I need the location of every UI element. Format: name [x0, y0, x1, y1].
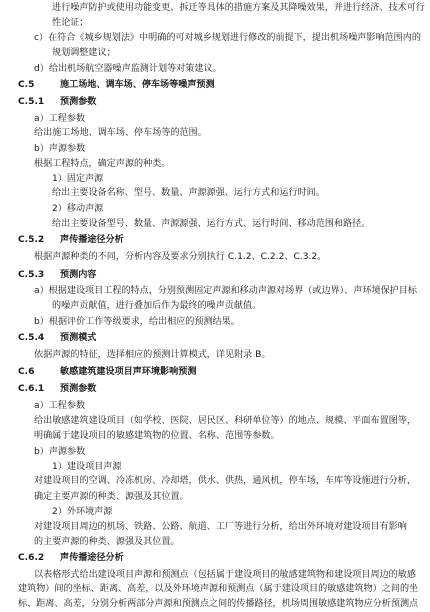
section-number: C.5.3 [18, 269, 45, 280]
text-line: 给出敏感建筑建设项目（如学校、医院、居民区、科研单位等）的地点、规模、平面布置图等， [34, 416, 416, 427]
section-number: C.5.2 [18, 235, 45, 246]
text-line: 明确属于建设项目的敏感建筑物的位置、名称、范围等参数。 [34, 431, 280, 441]
text-line: 给出主要设备型号、数量、声源源强、运行方式、运行时间、移动范围和路径。 [52, 218, 371, 229]
text-line: 规划调整建议； [52, 48, 116, 59]
text-line: 确定主要声源的种类、源强及其位置。 [34, 492, 189, 502]
text-line: 进行噪声防护或使用功能变更、拆迁等具体的措施方案及其降噪效果，并进行经济、技术可行 [52, 2, 425, 13]
section-number: C.5.4 [18, 333, 45, 344]
text-line: 对建设项目的空调、冷冻机房、冷却塔，供水、供热，通风机，停车场，车库等设施进行分析， [34, 476, 416, 487]
list-item-a: a）工程参数 [34, 400, 86, 411]
text-line: 标、距离、高差，分别分析两部分声源和预测点之间的传播路径，机场周围敏感建筑物应分析预测点 [18, 599, 419, 609]
list-item-c: c）在符合《城乡规划法》中明确的可对城乡规划进行修改的前提下，提出机场噪声影响范围内的 [34, 33, 421, 44]
text-line: 根据声源种类的不同，分析内容及要求分别执行 C.1.2、C.2.2、C.3.2。 [34, 252, 327, 262]
list-item-b: b）根据评价工作等级要求，给出相应的预测结果。 [34, 316, 240, 327]
list-item-2: 2）外环境声源 [52, 506, 113, 517]
section-title: 预测参数 [60, 384, 97, 394]
section-title: 声传播途径分析 [60, 235, 124, 246]
subsection-heading-c5-4 [18, 332, 96, 344]
text-line: 根据工程特点，确定声源的种类。 [34, 158, 171, 169]
section-title: 预测内容 [60, 269, 97, 280]
list-item-a: a）根据建设项目工程的特点，分别预测固定声源和移动声源对场界（或边界）、声环境保护目标 [34, 286, 417, 297]
text-line: 性论证； [52, 17, 89, 28]
text-line: 给出施工场地、调车场、停车场等的范围。 [34, 128, 207, 139]
text-line: 建筑物）间的坐标、距离、高差，以及外环境声源和预测点（属于建设项目的敏感建筑物）之间的坐 [18, 584, 419, 595]
list-item-1: 1）建设项目声源 [52, 461, 122, 472]
text-line: 给出主要设备名称、型号、数量、声源源强、运行方式和运行时间。 [52, 188, 325, 199]
text-line: 对建设项目周边的机场、铁路、公路、航道、工厂等进行分析，给出外环境对建设项目有影响 [34, 521, 407, 532]
section-number: C.5 [18, 80, 35, 91]
text-line: 以表格形式给出建设项目声源和预测点（包括属于建设项目的敏感建筑物和建设项目周边的敏感 [34, 569, 416, 580]
text-line: 的噪声贡献值，进行叠加后作为最终的噪声贡献值。 [52, 300, 262, 311]
section-number: C.5.1 [18, 97, 45, 107]
subsection-heading-c6-1 [18, 383, 96, 395]
section-heading-c6 [18, 366, 196, 378]
list-item-d: d）给出机场航空器噪声监测计划等对策建议。 [34, 63, 222, 74]
list-item-b: b）声源参数 [34, 144, 86, 154]
text-line: 的主要声源的种类、源强及其位置。 [34, 537, 180, 548]
list-item-b: b）声源参数 [34, 446, 86, 457]
list-item-a: a）工程参数 [34, 113, 86, 124]
subsection-heading-c5-2 [18, 234, 124, 246]
section-number: C.6.1 [18, 384, 45, 394]
subsection-heading-c5-3 [18, 269, 96, 281]
list-item-2: 2）移动声源 [52, 204, 104, 214]
text-line: 依据声源的特征，选择相应的预测计算模式，详见附录 B。 [34, 349, 271, 360]
section-title: 预测模式 [60, 333, 97, 344]
section-title: 施工场地、调车场、停车场等噪声预测 [60, 80, 215, 91]
section-title: 声传播途径分析 [60, 552, 124, 563]
list-item-1: 1）固定声源 [52, 173, 104, 184]
section-title: 预测参数 [60, 97, 97, 107]
section-title: 敏感建筑建设项目声环境影响预测 [60, 367, 197, 378]
section-heading-c5 [18, 79, 215, 91]
subsection-heading-c6-2 [18, 552, 124, 564]
section-number: C.6.2 [18, 552, 45, 563]
section-number: C.6 [18, 367, 35, 378]
subsection-heading-c5-1 [18, 96, 96, 108]
